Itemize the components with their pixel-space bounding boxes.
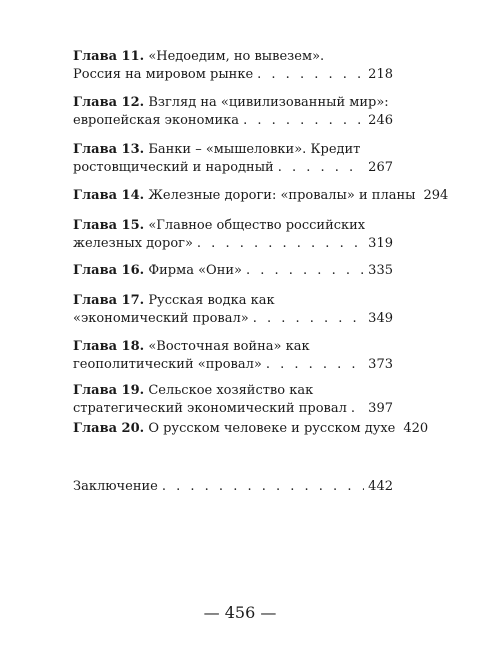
chapter-title-line1: «Недоедим, но вывезем». [148,49,325,64]
dot-leader [243,112,364,130]
toc-entry-chapter-11[interactable] [73,48,393,84]
page-number: 349 [368,311,393,326]
page-number: 246 [368,113,393,128]
page-number: 294 [423,188,449,203]
chapter-number: Глава 13. [73,142,145,157]
chapter-number: Глава 19. [73,383,145,398]
chapter-title-line1: Банки – «мышеловки». Кредит [148,142,361,157]
chapter-number: Глава 16. [73,263,145,278]
chapter-title-line1: «Восточная война» как [148,339,310,354]
page-number: 319 [368,236,393,251]
toc-entry-conclusion[interactable] [73,478,393,496]
chapter-number: Глава 12. [73,95,145,110]
chapter-title-line1: Железные дороги: «провалы» и планы [148,188,416,203]
chapter-title-line2: европейская экономика [73,113,240,128]
page-number: 267 [368,160,393,175]
chapter-title-line1: Взгляд на «цивилизованный мир»: [148,95,389,110]
chapter-number: Глава 18. [73,339,145,354]
toc-entry-chapter-16[interactable] [73,262,393,280]
chapter-title-line2: геополитический «провал» [73,357,262,372]
toc-entry-chapter-13[interactable] [73,141,393,177]
page-number: 397 [368,401,393,416]
chapter-number: Глава 15. [73,218,145,233]
page-number: 420 [403,421,429,436]
page-number: 373 [368,357,393,372]
toc-entry-chapter-20[interactable] [73,420,429,438]
chapter-number: Глава 11. [73,49,145,64]
dot-leader [197,235,364,253]
chapter-number: Глава 17. [73,293,145,308]
chapter-title-line1: Русская водка как [148,293,275,308]
chapter-title-line1: Сельское хозяйство как [148,383,314,398]
chapter-title-line1: Фирма «Они» [148,263,242,278]
toc-entry-chapter-19[interactable] [73,382,393,418]
page-number: 442 [368,479,393,494]
dot-leader [253,310,364,328]
page-number: 335 [368,263,393,278]
dot-leader [162,478,364,496]
page-number: 218 [368,67,393,82]
toc-entry-chapter-15[interactable] [73,217,393,253]
toc-entry-chapter-18[interactable] [73,338,393,374]
dot-leader [257,66,364,84]
toc-entry-chapter-17[interactable] [73,292,393,328]
chapter-title-line2: железных дорог» [73,236,193,251]
toc-entry-chapter-14[interactable] [73,187,449,205]
chapter-title-line2: ростовщический и народный [73,160,274,175]
chapter-number: Глава 20. [73,421,145,436]
chapter-title-line2: «экономический провал» [73,311,249,326]
chapter-title-line1: «Главное общество российских [148,218,366,233]
chapter-title-line2: Россия на мировом рынке [73,67,254,82]
dot-leader [246,262,364,280]
dot-leader [266,356,364,374]
conclusion-label: Заключение [73,479,158,494]
toc-entry-chapter-12[interactable] [73,94,393,130]
dot-leader [278,159,364,177]
chapter-title-line2: стратегический экономический провал [73,401,347,416]
chapter-title-line1: О русском человеке и русском духе [148,421,396,436]
folio-page-number: — 456 — [203,603,277,622]
chapter-number: Глава 14. [73,188,145,203]
dot-leader [351,400,364,418]
